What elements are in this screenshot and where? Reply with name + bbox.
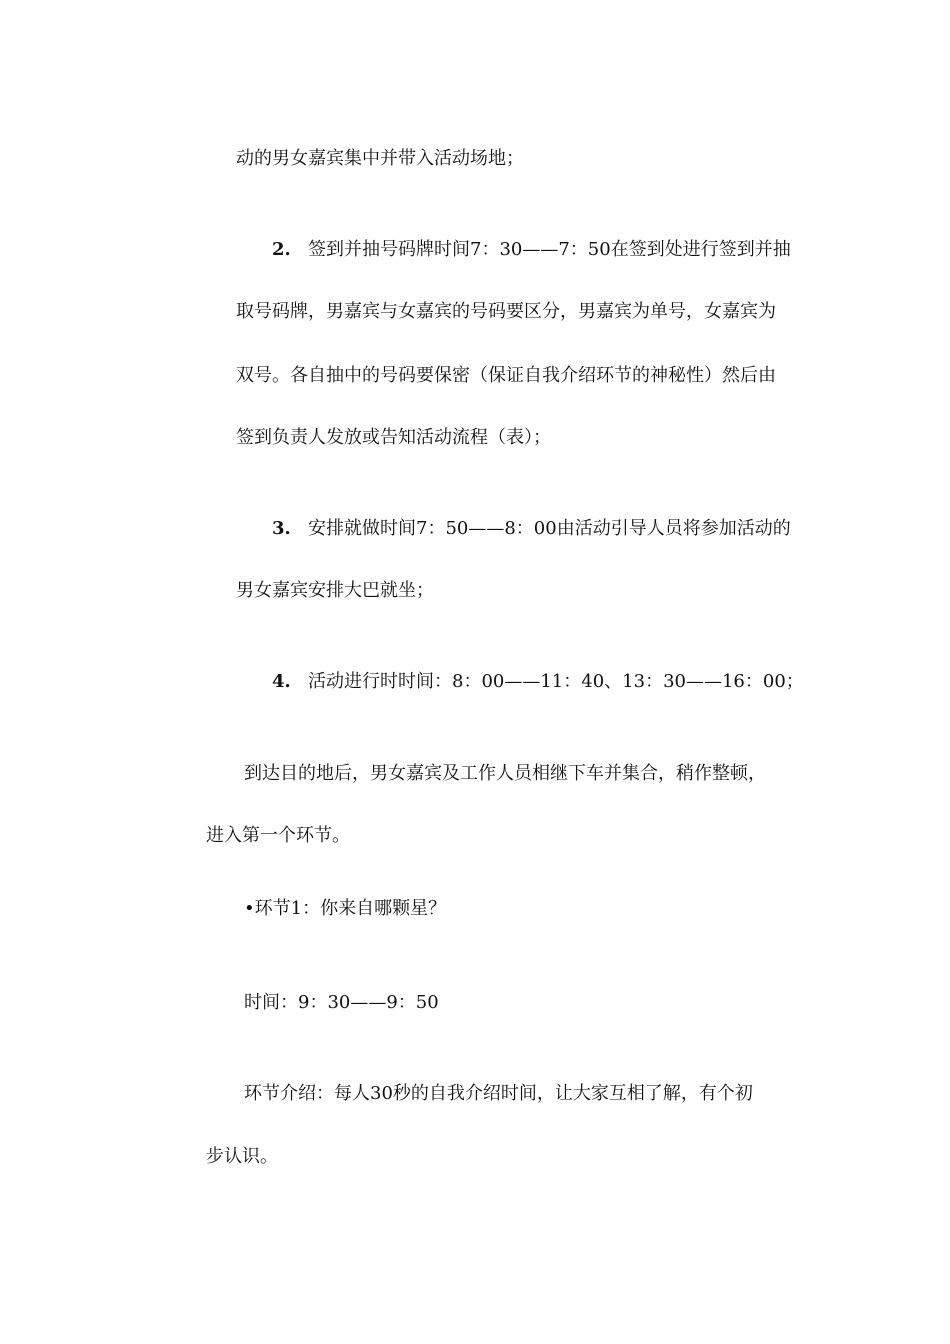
text-line: 到达目的地后，男女嘉宾及工作人员相继下车并集合，稍作整顿， [244, 763, 766, 784]
text-line: 安排就做时间7：50——8：00由活动引导人员将参加活动的 [308, 518, 791, 539]
list-number: 3. [272, 518, 291, 539]
text-line: 步认识。 [206, 1146, 278, 1167]
text-line: 取号码牌，男嘉宾与女嘉宾的号码要区分，男嘉宾为单号，女嘉宾为 [236, 301, 776, 322]
text-line: 签到负责人发放或告知活动流程（表）； [236, 427, 551, 448]
text-line: 动的男女嘉宾集中并带入活动场地； [236, 148, 524, 169]
section-heading: •环节1：你来自哪颗星？ [244, 898, 447, 919]
text-line: 时间：9：30——9：50 [244, 992, 439, 1013]
text-line: 进入第一个环节。 [206, 825, 350, 846]
text-line: 签到并抽号码牌时间7：30——7：50在签到处进行签到并抽 [308, 239, 791, 260]
text-line: 男女嘉宾安排大巴就坐； [236, 580, 434, 601]
text-line: 双号。各自抽中的号码要保密（保证自我介绍环节的神秘性）然后由 [236, 365, 776, 386]
list-number: 2. [272, 239, 291, 260]
list-number: 4. [272, 671, 291, 692]
text-line: 活动进行时时间：8：00——11：40、13：30——16：00； [308, 671, 804, 692]
text-line: 环节介绍：每人30秒的自我介绍时间，让大家互相了解，有个初 [244, 1083, 753, 1104]
